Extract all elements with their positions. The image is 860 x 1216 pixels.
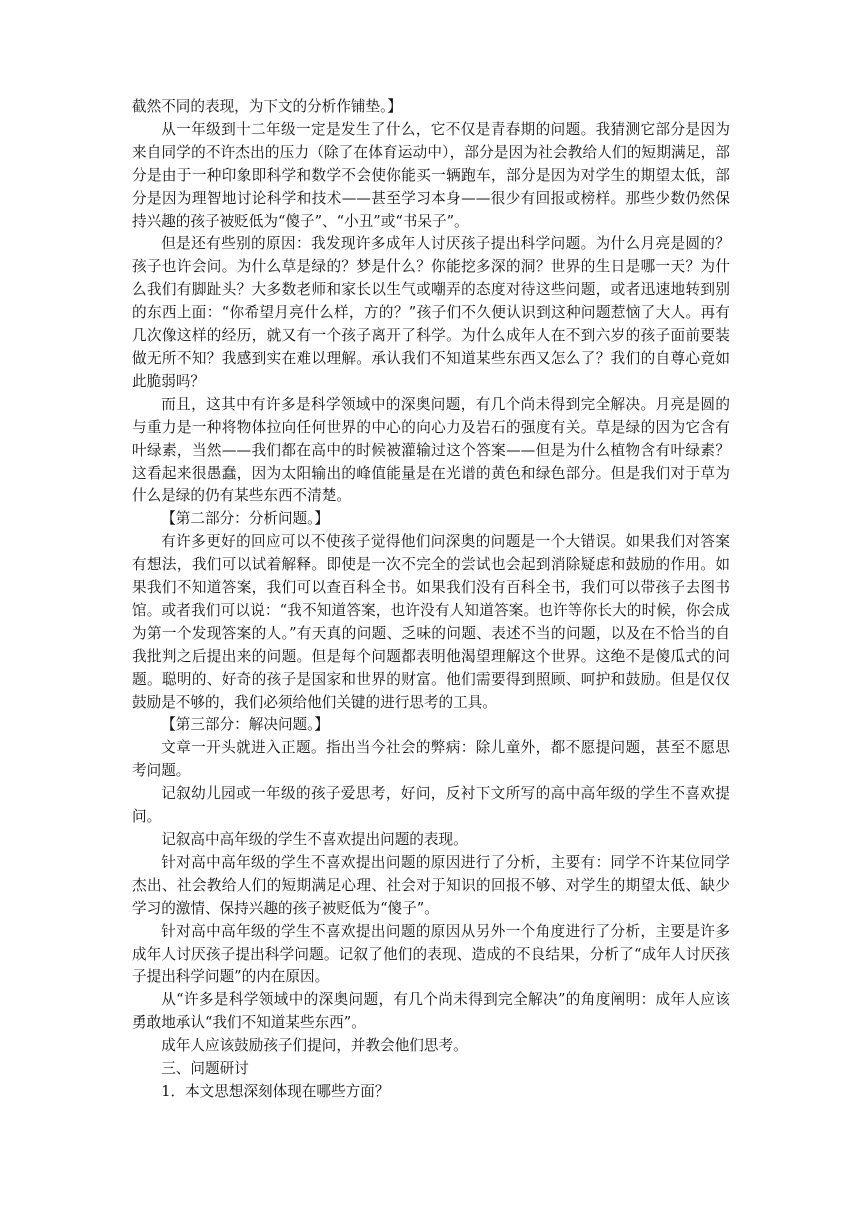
paragraph-body: 记叙高中高年级的学生不喜欢提出问题的表现。 <box>161 831 468 848</box>
paragraph-body: 有许多更好的回应可以不使孩子觉得他们问深奥的问题是一个大错误。如果我们对答案有想法，我们可以试着解释。即使是一次不完全的尝试也会起到消除疑虑和鼓励的作用。如果我们不知道答案，我们可以查百科全书。如果我们没有百科全书，我们可以带孩子去图书馆。或者我们可以说：“我不知道答案，也许没有人知道答案。也许等你长大的时候，你会成为第一个发现答案的人。”有天真的问题、乏味的问题、表述不当的问题，以及在不恰当的自我批判之后提出来的问题。但是每个问题都表明他渴望理解这个世界。这绝不是傻瓜式的问题。聪明的、好奇的孩子是国家和世界的财富。他们需要得到照顾、呵护和鼓励。但是仅仅鼓励是不够的，我们必须给他们关键的进行思考的工具。 <box>132 533 730 711</box>
section-heading-part-two: 【第二部分：分析问题。】 <box>161 510 330 528</box>
paragraph-body: 从一年级到十二年级一定是发生了什么，它不仅是青春期的问题。我猜测它部分是因为来自同学的不许杰出的压力（除了在体育运动中），部分是因为社会教给人们的短期满足，部分是由于一种印象即科学和数学不会使你能买一辆跑车，部分是因为对学生的期望太低，部分是因为理智地讨论科学和技术——甚至学习本身——很少有回报或榜样。那些少数仍然保持兴趣的孩子被贬低为“傻子”、“小丑”或“书呆子”。 <box>132 120 730 230</box>
question-item: 1．本文思想深刻体现在哪些方面？ <box>161 1082 390 1100</box>
paragraph-continuation: 截然不同的表现，为下文的分析作铺垫。】 <box>132 98 402 115</box>
paragraph-body: 文章一开头就进入正题。指出当今社会的弊病：除儿童外，都不愿提问题，甚至不愿思考问题。 <box>132 739 730 780</box>
paragraph-body: 记叙幼儿园或一年级的孩子爱思考，好问，反衬下文所写的高中高年级的学生不喜欢提问。 <box>132 785 730 826</box>
paragraph-body: 针对高中高年级的学生不喜欢提出问题的原因进行了分析，主要有：同学不许某位同学杰出、社会教给人们的短期满足心理、社会对于知识的回报不够、对学生的期望太低、缺少学习的激情、保持兴趣的孩子被贬低为“傻子”。 <box>132 853 730 917</box>
paragraph-body: 从“许多是科学领域中的深奥问题，有几个尚未得到完全解决”的角度阐明：成年人应该勇敢地承认“我们不知道某些东西”。 <box>132 991 730 1032</box>
paragraph-body: 而且，这其中有许多是科学领域中的深奥问题，有几个尚未得到完全解决。月亮是圆的与重力是一种将物体拉向任何世界的中心的向心力及岩石的强度有关。草是绿的因为它含有叶绿素，当然——我们都在高中的时候被灌输过这个答案——但是为什么植物含有叶绿素？这看起来很愚蠢，因为太阳输出的峰值能量是在光谱的黄色和绿色部分。但是我们对于草为什么是绿的仍有某些东西不清楚。 <box>132 395 730 505</box>
section-heading-part-three: 【第三部分：解决问题。】 <box>161 716 330 734</box>
paragraph-body: 但是还有些别的原因：我发现许多成年人讨厌孩子提出科学问题。为什么月亮是圆的？孩子也许会问。为什么草是绿的？梦是什么？你能挖多深的洞？世界的生日是哪一天？为什么我们有脚趾头？大多数老师和家长以生气或嘲弄的态度对待这些问题，或者迅速地转到别的东西上面：“你希望月亮什么样，方的？”孩子们不久便认识到这种问题惹恼了大人。再有几次像这样的经历，就又有一个孩子离开了科学。为什么成年人在不到六岁的孩子面前要装做无所不知？我感到实在难以理解。承认我们不知道某些东西又怎么了？我们的自尊心竟如此脆弱吗？ <box>132 235 730 390</box>
document-page <box>132 96 730 1104</box>
paragraph-body: 成年人应该鼓励孩子们提问，并教会他们思考。 <box>161 1037 468 1055</box>
section-heading-problem-discussion: 三、问题研讨 <box>161 1060 249 1078</box>
paragraph-body: 针对高中高年级的学生不喜欢提出问题的原因从另外一个角度进行了分析，主要是许多成年人讨厌孩子提出科学问题。记叙了他们的表现、造成的不良结果，分析了“成年人讨厌孩子提出科学问题”的内在原因。 <box>132 922 730 986</box>
